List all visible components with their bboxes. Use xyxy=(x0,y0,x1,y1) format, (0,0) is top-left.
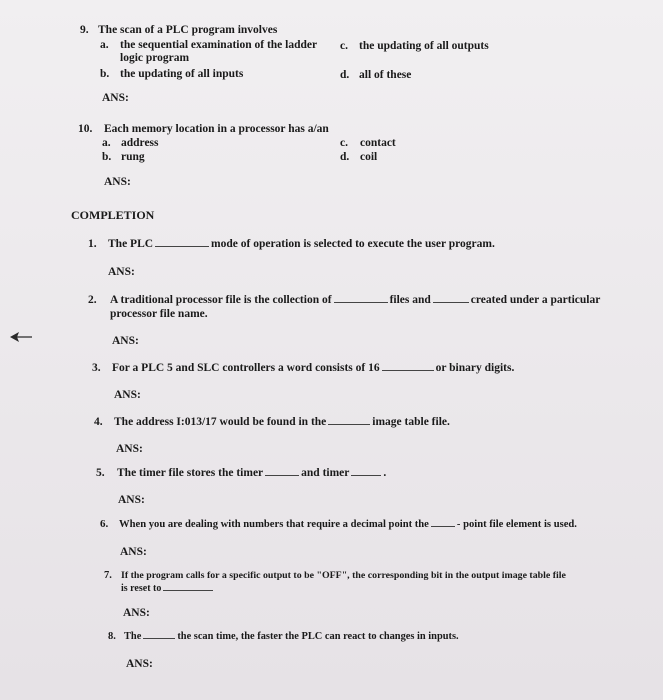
option-d-text: coil xyxy=(360,151,378,163)
answer-label: ANS: xyxy=(102,92,129,104)
option-letter: b. xyxy=(102,151,112,163)
option-c-text: contact xyxy=(360,137,396,149)
option-b-text: the updating of all inputs xyxy=(120,68,244,80)
answer-label: ANS: xyxy=(120,546,147,558)
item-number: 4. xyxy=(94,416,103,428)
option-a-text: the sequential examination of the ladder xyxy=(120,39,318,51)
item-text-cont: processor file name. xyxy=(110,308,208,320)
option-d-text: all of these xyxy=(359,69,412,81)
question-stem: Each memory location in a processor has a/an xyxy=(104,123,329,135)
fill-blank[interactable] xyxy=(328,424,370,425)
item-number: 3. xyxy=(92,362,101,374)
answer-label: ANS: xyxy=(108,266,135,278)
item-text: For a PLC 5 and SLC controllers a word consists of 16 or binary digits. xyxy=(112,362,515,374)
item-number: 7. xyxy=(104,570,112,581)
option-letter: b. xyxy=(100,68,110,80)
item-number: 2. xyxy=(88,294,97,306)
fill-blank[interactable] xyxy=(265,475,299,476)
answer-label: ANS: xyxy=(112,335,139,347)
fill-blank[interactable] xyxy=(431,526,455,527)
item-text: When you are dealing with numbers that require a decimal point the - point file element is used. xyxy=(119,519,577,530)
item-text: If the program calls for a specific output to be "OFF", the corresponding bit in the output image table file xyxy=(121,570,566,581)
option-a-text: address xyxy=(121,137,159,149)
answer-label: ANS: xyxy=(114,389,141,401)
arrow-mark-icon xyxy=(9,330,33,344)
option-letter: d. xyxy=(340,151,350,163)
answer-label: ANS: xyxy=(126,658,153,670)
option-letter: a. xyxy=(102,137,111,149)
section-heading: COMPLETION xyxy=(71,208,155,222)
fill-blank[interactable] xyxy=(163,590,213,591)
item-text-cont: is reset to xyxy=(121,582,215,595)
fill-blank[interactable] xyxy=(382,370,434,371)
answer-label: ANS: xyxy=(116,443,143,455)
option-letter: c. xyxy=(340,137,348,149)
option-letter: d. xyxy=(340,69,350,81)
answer-label: ANS: xyxy=(104,176,131,188)
question-stem: The scan of a PLC program involves xyxy=(98,24,278,36)
item-text: The timer file stores the timer and timer . xyxy=(117,467,387,479)
fill-blank[interactable] xyxy=(351,475,381,476)
item-number: 8. xyxy=(108,631,116,642)
item-text: A traditional processor file is the collection of files and created under a particular xyxy=(110,294,601,306)
option-a-text-cont: logic program xyxy=(120,52,190,64)
fill-blank[interactable] xyxy=(334,302,388,303)
option-letter: c. xyxy=(340,40,348,52)
fill-blank[interactable] xyxy=(143,638,175,639)
fill-blank[interactable] xyxy=(433,302,469,303)
fill-blank[interactable] xyxy=(155,246,209,247)
answer-label: ANS: xyxy=(118,494,145,506)
item-number: 6. xyxy=(100,518,109,530)
item-number: 5. xyxy=(96,467,105,479)
item-text: The PLC mode of operation is selected to execute the user program. xyxy=(108,238,495,250)
option-c-text: the updating of all outputs xyxy=(359,40,489,52)
option-letter: a. xyxy=(100,39,109,51)
answer-label: ANS: xyxy=(123,607,150,619)
option-b-text: rung xyxy=(121,151,145,163)
item-text: The address I:013/17 would be found in the image table file. xyxy=(114,416,450,428)
item-number: 1. xyxy=(88,238,97,250)
item-text: The the scan time, the faster the PLC can react to changes in inputs. xyxy=(124,631,459,642)
question-number: 10. xyxy=(78,123,93,135)
question-number: 9. xyxy=(80,24,89,36)
